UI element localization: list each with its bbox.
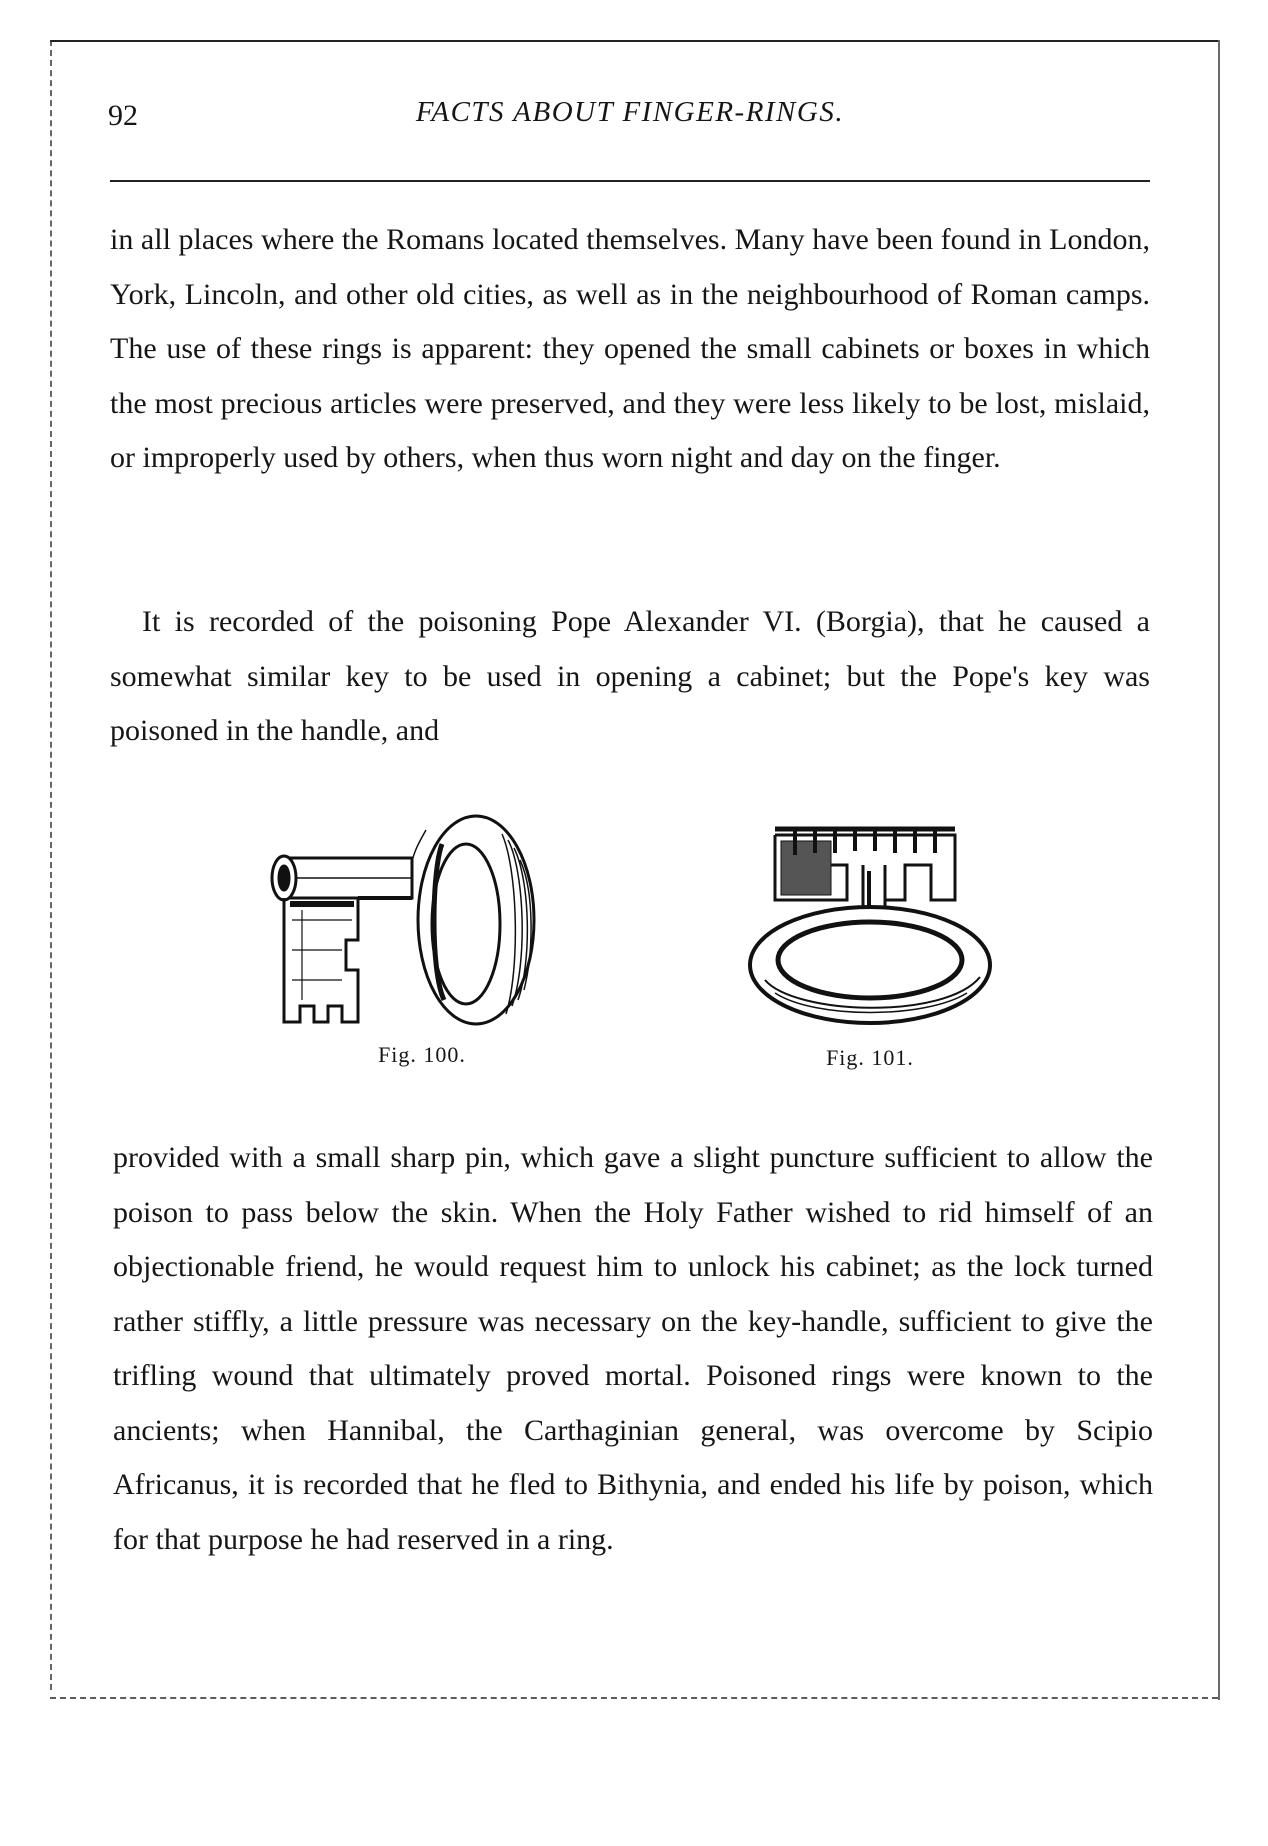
page-frame-top	[50, 40, 1218, 42]
page-frame-bottom	[50, 1697, 1218, 1699]
key-ring-top-view-illustration	[735, 805, 1005, 1045]
figure-caption: Fig. 101.	[826, 1045, 914, 1070]
key-ring-side-view-illustration	[262, 800, 582, 1040]
figure-caption: Fig. 100.	[378, 1042, 466, 1067]
paragraph: provided with a small sharp pin, which gave a slight puncture sufficient to allow the poison to pass below the skin. When the Holy Father wished to rid himself of an objectionable friend, he would request him to unlock his cabinet; as the lock turned rather stiffly, a little pressure was necessary on the key-handle, sufficient to give the trifling wound that ultimately proved mortal. Poisoned rings were known to the ancients; when Hannibal, the Carthaginian general, was overcome by Scipio Africanus, it is recorded that he fled to Bithynia, and ended his life by poison, which for that purpose he had reserved in a ring.	[113, 1141, 1153, 1556]
page-frame-left	[50, 40, 52, 1690]
paragraph: It is recorded of the poisoning Pope Alexander VI. (Borgia), that he caused a somewhat similar key to be used in opening a cabinet; but the Pope's key was poisoned in the handle, and	[110, 605, 1150, 747]
header-rule	[110, 180, 1150, 182]
page-number: 92	[108, 99, 138, 132]
page-frame-right	[1218, 40, 1220, 1700]
paragraph: in all places where the Romans located themselves. Many have been found in London, York, Lincoln, and other old cities, as well as in the neighbourhood of Roman camps. The use of these rings is apparent: they opened the small cabinets or boxes in which the most precious articles were preserved, and they were less likely to be lost, mislaid, or improperly used by others, when thus worn night and day on the finger.	[110, 223, 1150, 474]
figure-101	[735, 805, 1005, 1070]
running-title: FACTS ABOUT FINGER-RINGS.	[415, 96, 845, 128]
figure-100	[262, 800, 582, 1070]
